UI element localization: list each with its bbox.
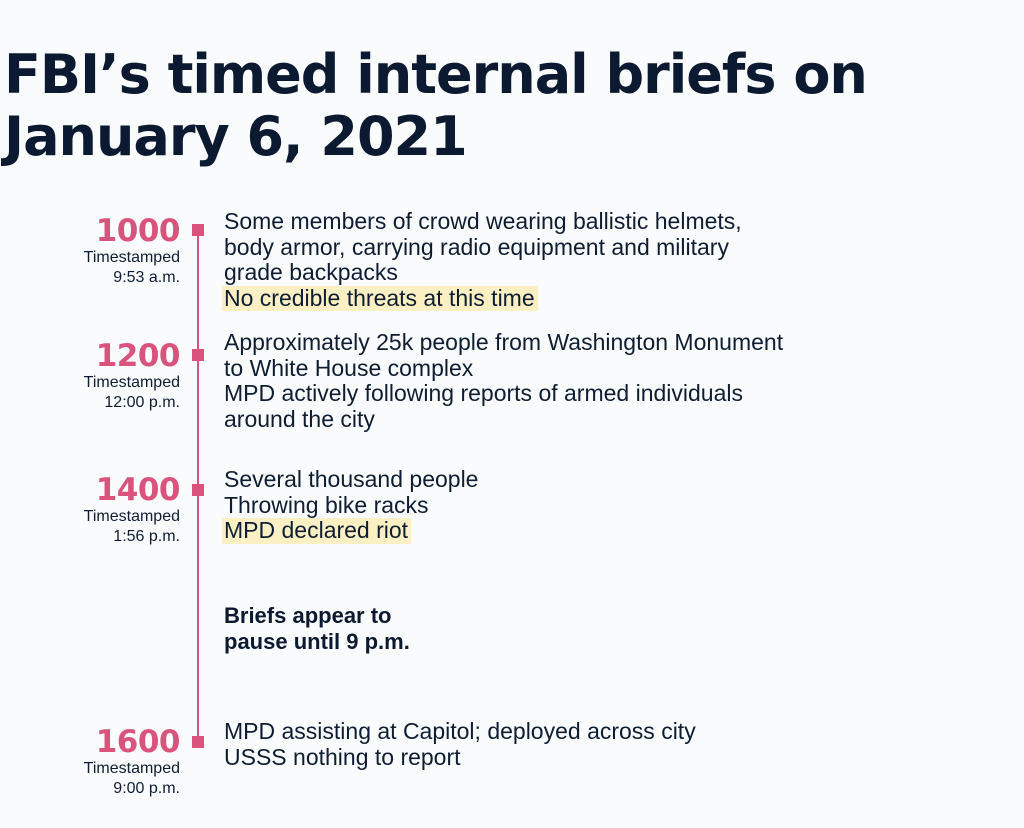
brief-line: grade backpacks <box>224 259 398 285</box>
time-label-1600 <box>84 725 180 799</box>
timeline-marker-1600 <box>192 736 204 748</box>
time-label-1400 <box>84 473 180 547</box>
pause-note <box>224 603 624 655</box>
brief-line: Approximately 25k people from Washington Monument <box>224 329 784 355</box>
brief-entry-1200 <box>224 330 1004 432</box>
timeline-marker-1000 <box>192 224 204 236</box>
timestamp-label: Timestamped <box>83 760 180 777</box>
brief-entry-1400 <box>224 467 1004 544</box>
brief-line: MPD actively following reports of armed individuals <box>224 380 743 406</box>
timeline-marker-1200 <box>192 349 204 361</box>
time-code: 1400 <box>95 472 180 508</box>
timestamp-time: 9:53 a.m. <box>113 269 180 286</box>
time-code: 1600 <box>95 724 180 760</box>
timeline-marker-1400 <box>192 484 204 496</box>
brief-line: to White House complex <box>224 354 474 381</box>
timestamp-time: 12:00 p.m. <box>104 394 180 411</box>
pause-note-line: pause until 9 p.m. <box>224 629 410 654</box>
time-label-1000 <box>84 214 180 288</box>
timestamp-time: 1:56 p.m. <box>113 528 180 545</box>
timestamp-label: Timestamped <box>83 249 180 266</box>
brief-line: Throwing bike racks <box>224 491 429 518</box>
brief-entry-1000 <box>224 209 1004 311</box>
brief-entry-1600 <box>224 719 1004 770</box>
timestamp-label: Timestamped <box>83 374 180 391</box>
brief-line: body armor, carrying radio equipment and military <box>224 233 729 260</box>
time-code: 1200 <box>95 338 180 374</box>
time-code: 1000 <box>95 213 180 249</box>
highlighted-brief-line: No credible threats at this time <box>222 286 538 312</box>
timestamp-time: 9:00 p.m. <box>113 780 180 797</box>
time-label-1200 <box>84 339 180 413</box>
chart-title: FBI’s timed internal briefs on January 6, 2021 <box>4 43 867 168</box>
timestamp-label: Timestamped <box>83 508 180 525</box>
brief-line: MPD assisting at Capitol; deployed across city <box>224 718 696 744</box>
highlighted-brief-line: MPD declared riot <box>222 518 411 544</box>
brief-line: USSS nothing to report <box>224 743 461 770</box>
pause-note-line: Briefs appear to <box>224 603 392 628</box>
brief-line: Several thousand people <box>224 466 479 492</box>
brief-line: Some members of crowd wearing ballistic helmets, <box>224 208 742 234</box>
brief-line: around the city <box>224 405 375 432</box>
